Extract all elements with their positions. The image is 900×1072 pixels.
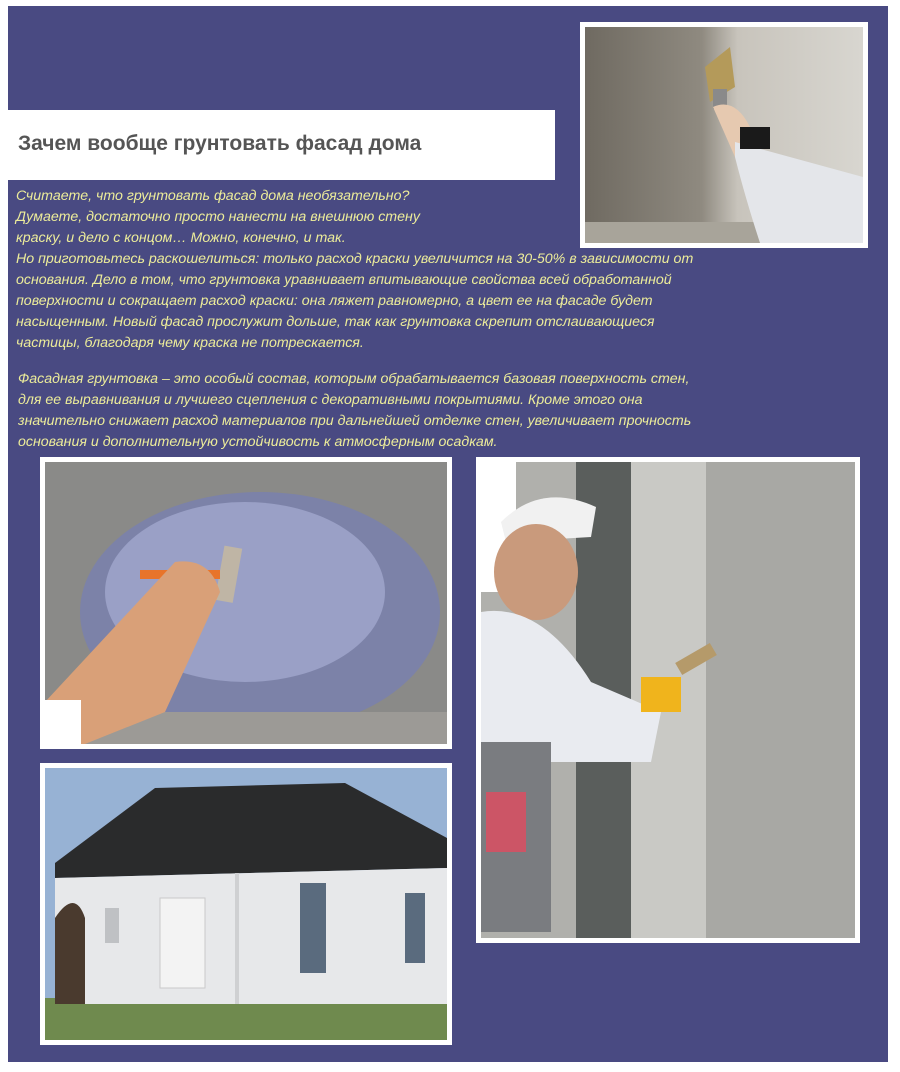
intro-line: насыщенным. Новый фасад прослужит дольше, так как грунтовка скрепит отслаивающиеся (16, 314, 655, 330)
intro-line: поверхности и сокращает расход краски: она ляжет равномерно, а цвет ее на фасаде будет (16, 293, 653, 309)
definition-paragraph (18, 369, 691, 453)
intro-line: Считаете, что грунтовать фасад дома необязательно? (16, 188, 410, 204)
intro-line: Думаете, достаточно просто нанести на внешнюю стену (16, 209, 420, 225)
definition-line: Фасадная грунтовка – это особый состав, которым обрабатывается базовая поверхность стен, (18, 371, 690, 387)
definition-line: основания и дополнительную устойчивость к атмосферным осадкам. (18, 434, 498, 450)
photo-hand-priming-wall (580, 22, 868, 248)
title-box (8, 110, 555, 180)
page-title: Зачем вообще грунтовать фасад дома (18, 132, 422, 155)
definition-line: для ее выравнивания и лучшего сцепления с декоративными покрытиями. Кроме этого она (18, 392, 643, 408)
definition-line: значительно снижает расход материалов при дальнейшей отделке стен, увеличивает прочность (18, 413, 692, 429)
intro-line: частицы, благодаря чему краска не потрескается. (16, 335, 364, 351)
photo-worker-priming-facade (476, 457, 860, 943)
photo-primed-house (40, 763, 452, 1045)
intro-line: основания. Дело в том, что грунтовка уравнивает впитывающие свойства всей обработанной (16, 272, 672, 288)
intro-line: краску, и дело с концом… Можно, конечно, и так. (16, 230, 346, 246)
photo-primer-on-grey-wall (40, 457, 452, 749)
intro-line: Но приготовьтесь раскошелиться: только расход краски увеличится на 30-50% в зависимости от (16, 251, 694, 267)
